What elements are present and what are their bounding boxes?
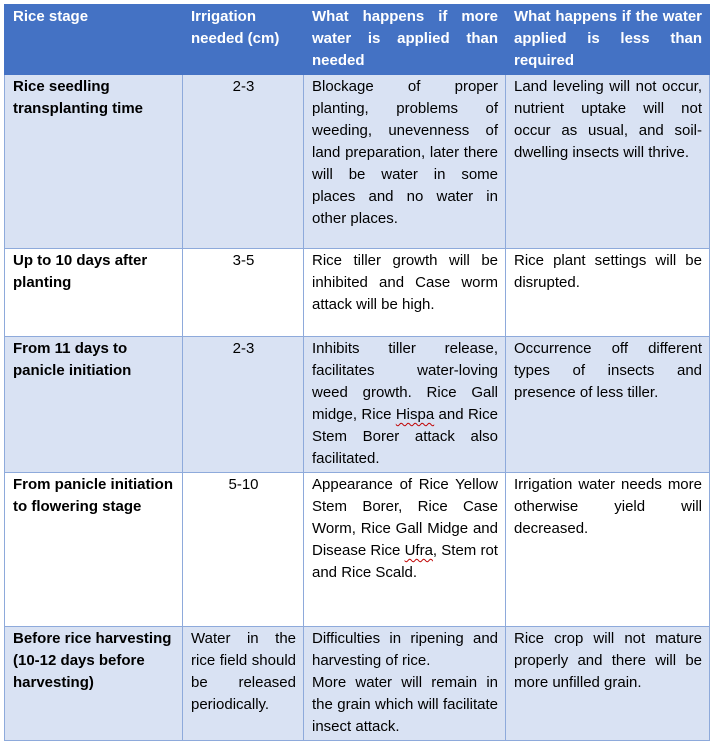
- more-water-cell: Rice tiller growth will be inhibited and Case worm attack will be high.: [304, 249, 506, 337]
- more-water-cell: Blockage of proper planting, problems of weeding, unevenness of land preparation, later there will be water in some places and no water in other places.: [304, 75, 506, 249]
- irrigation-cell: Water in the rice field should be released periodically.: [183, 627, 304, 741]
- table-row: [5, 627, 710, 741]
- irrigation-cell: 2-3: [183, 75, 304, 249]
- table-row: [5, 75, 710, 249]
- spellcheck-word: Hispa: [395, 406, 435, 423]
- irrigation-cell: 3-5: [183, 249, 304, 337]
- rice-irrigation-table: [4, 4, 710, 741]
- more-water-text: Inhibits tiller release, facilitates water-loving weed growth. Rice Gall midge, Rice: [312, 340, 498, 423]
- header-rice-stage: Rice stage: [5, 5, 183, 75]
- stage-cell: From panicle initiation to flowering stage: [5, 473, 183, 627]
- spellcheck-word: Ufra: [404, 542, 433, 559]
- stage-cell: Up to 10 days after planting: [5, 249, 183, 337]
- less-water-cell: Land leveling will not occur, nutrient uptake will not occur as usual, and soil-dwelling insects will thrive.: [506, 75, 710, 249]
- less-water-cell: Occurrence off different types of insects and presence of less tiller.: [506, 337, 710, 473]
- header-less-water: What happens if the water applied is less than required: [506, 5, 710, 75]
- less-water-cell: Irrigation water needs more otherwise yield will decreased.: [506, 473, 710, 627]
- stage-cell: Before rice harvesting (10-12 days before harvesting): [5, 627, 183, 741]
- more-water-text: and Rice Stem Borer attack also facilitated.: [312, 406, 498, 467]
- more-water-text: More water will remain in the grain which will facilitate insect attack.: [312, 674, 498, 735]
- more-water-cell: [304, 473, 506, 627]
- more-water-cell: [304, 627, 506, 741]
- less-water-cell: Rice crop will not mature properly and there will be more unfilled grain.: [506, 627, 710, 741]
- irrigation-cell: 2-3: [183, 337, 304, 473]
- stage-cell: From 11 days to panicle initiation: [5, 337, 183, 473]
- less-water-cell: Rice plant settings will be disrupted.: [506, 249, 710, 337]
- more-water-cell: [304, 337, 506, 473]
- header-irrigation-needed: Irrigation needed (cm): [183, 5, 304, 75]
- table-row: [5, 249, 710, 337]
- more-water-text: Difficulties in ripening and harvesting of rice.: [312, 630, 498, 669]
- table-row: [5, 337, 710, 473]
- more-water-text: Appearance of Rice Yellow Stem Borer, Rice Case Worm, Rice Gall Midge and Disease Rice: [312, 476, 498, 559]
- stage-cell: Rice seedling transplanting time: [5, 75, 183, 249]
- irrigation-cell: 5-10: [183, 473, 304, 627]
- table-row: [5, 473, 710, 627]
- header-row: [5, 5, 710, 75]
- more-water-text: , Stem rot and Rice Scald.: [312, 542, 498, 581]
- header-more-water: What happens if more water is applied than needed: [304, 5, 506, 75]
